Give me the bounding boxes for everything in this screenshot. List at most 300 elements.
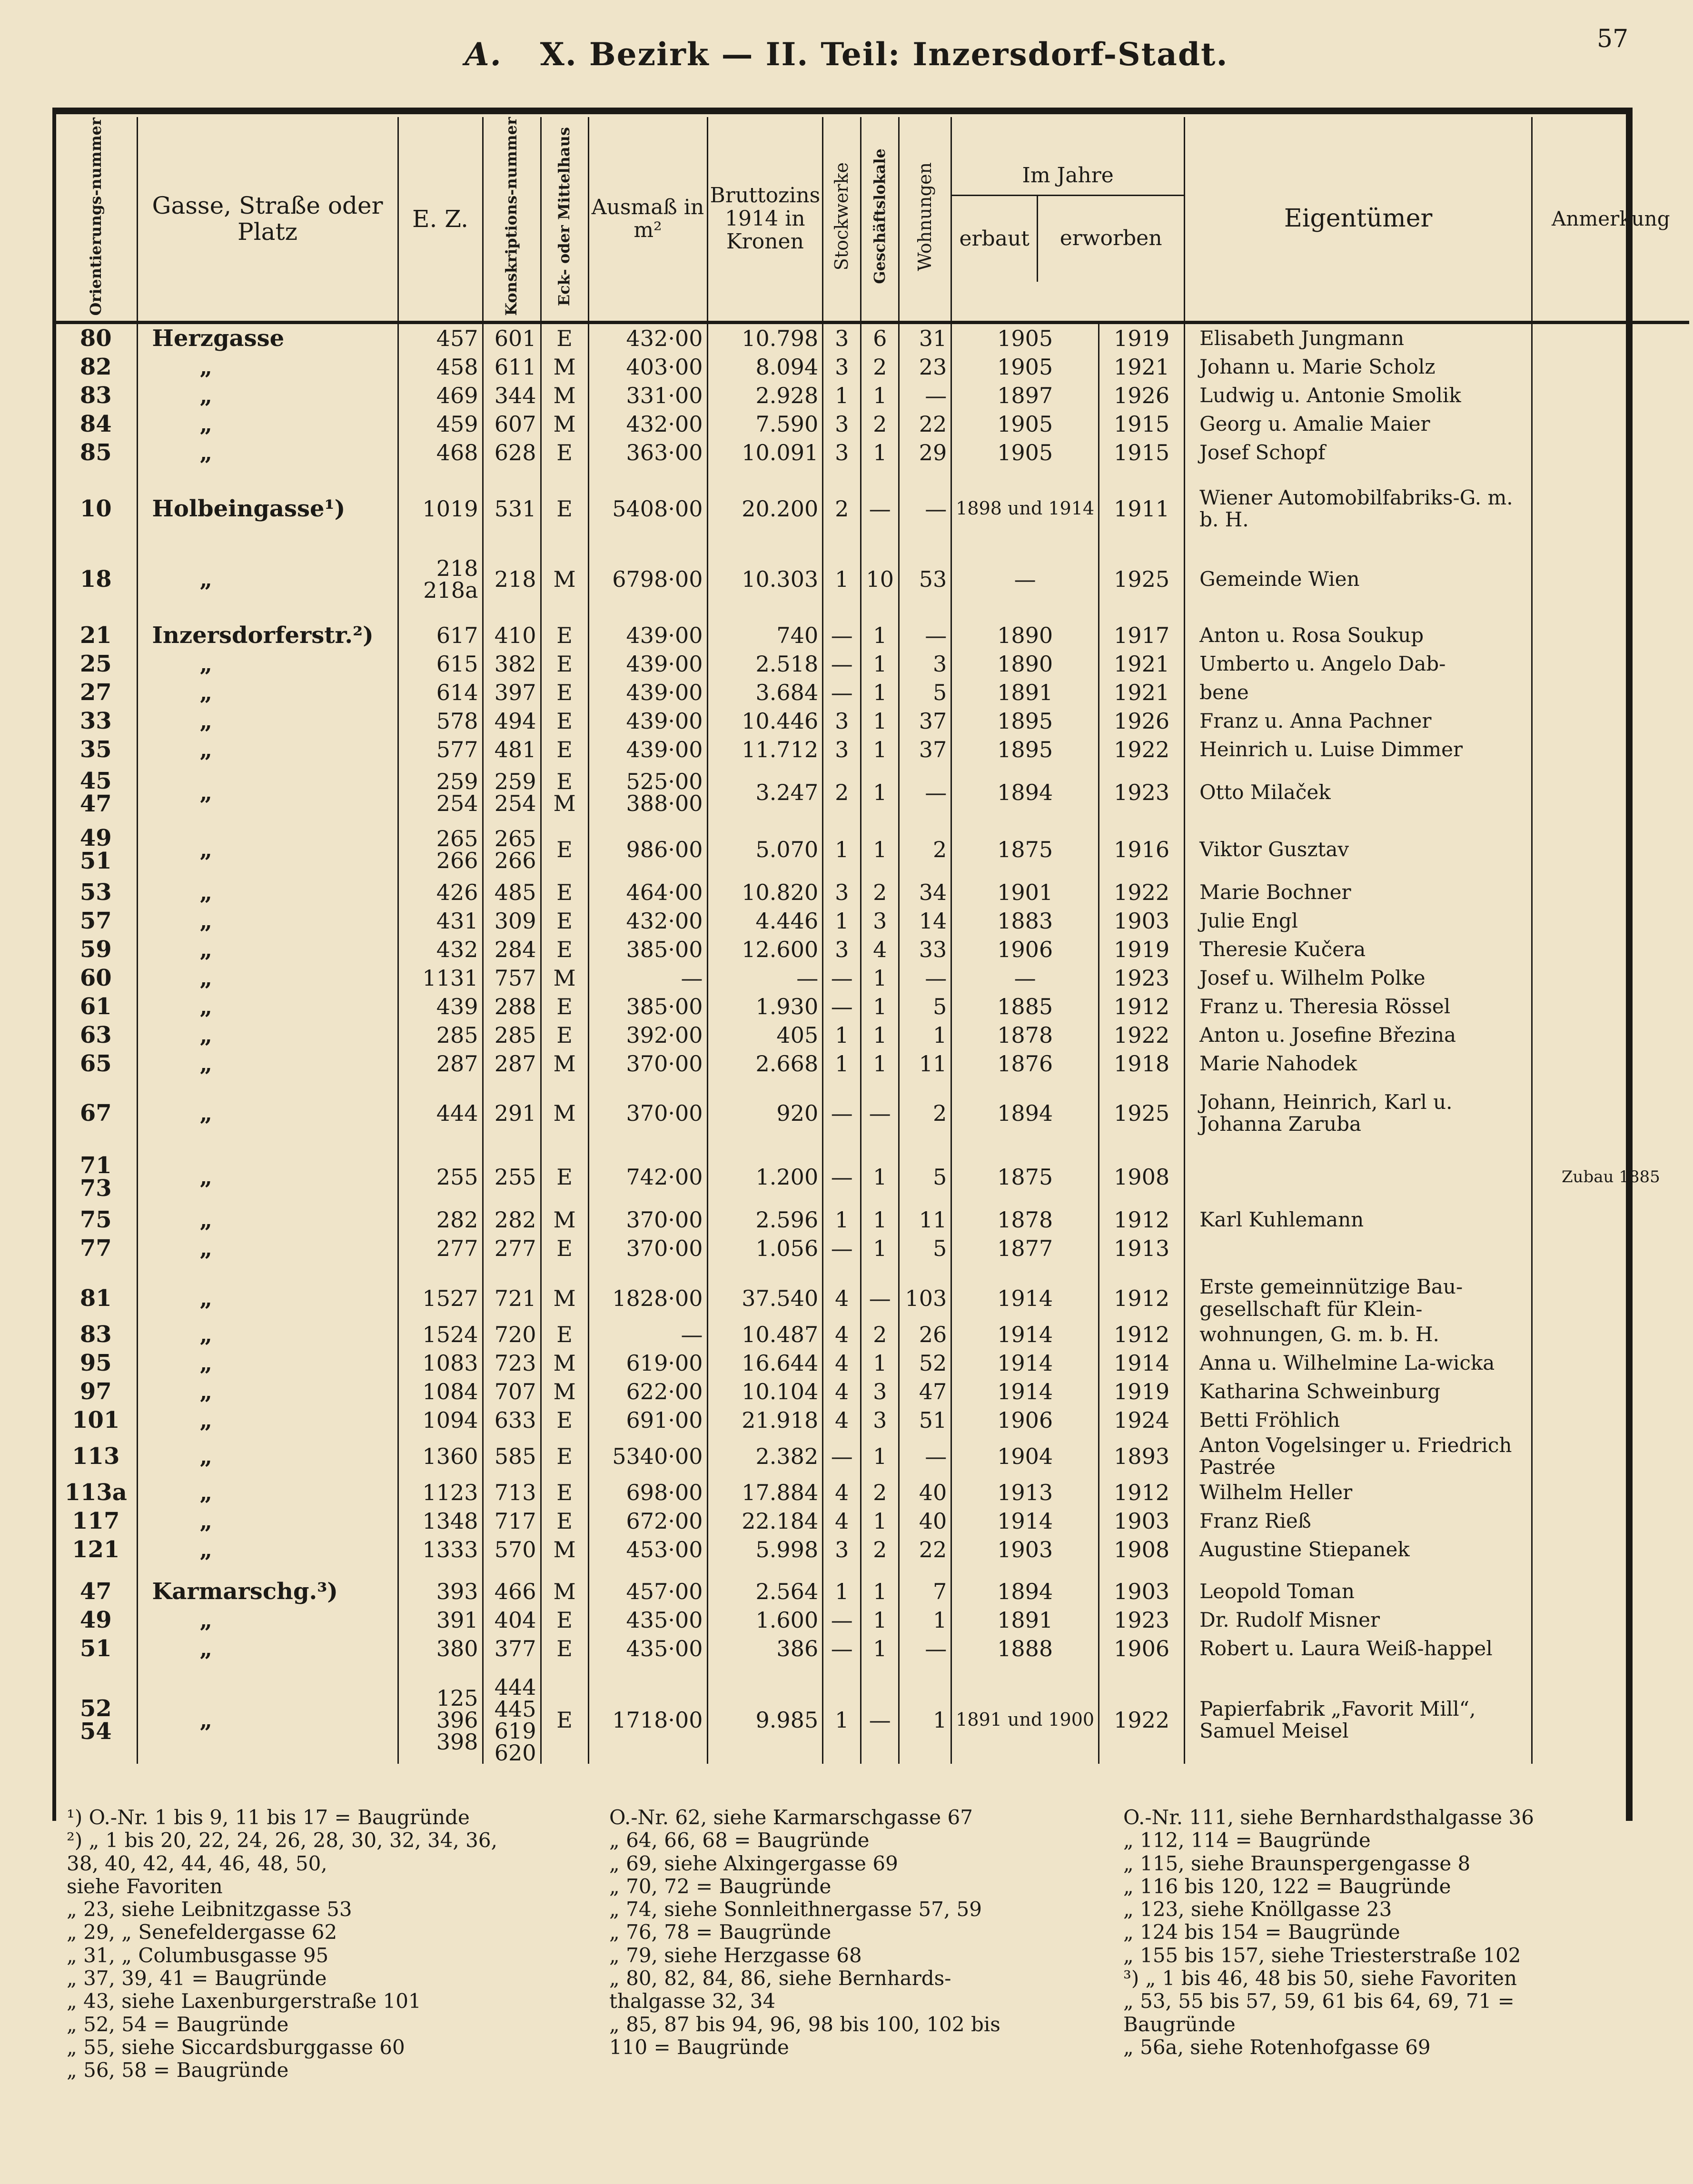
footnote-column-1 bbox=[67, 1806, 497, 2082]
cell-rent: 17.884 bbox=[707, 1478, 823, 1507]
cell-flats: — bbox=[899, 1434, 951, 1478]
cell-ez: 469 bbox=[398, 381, 483, 410]
cell-street: „ bbox=[137, 1320, 398, 1349]
cell-shops: 1 bbox=[861, 1349, 899, 1377]
cell-orientation: 53 bbox=[79, 879, 112, 906]
table-row bbox=[55, 410, 1689, 438]
row-spacer bbox=[55, 1078, 1689, 1091]
cell-owner: Augustine Stiepanek bbox=[1185, 1535, 1532, 1564]
table-row bbox=[55, 1276, 1689, 1320]
footnote-line: 38, 40, 42, 44, 46, 48, 50, bbox=[67, 1851, 327, 1875]
cell-konskription: 404 bbox=[483, 1606, 541, 1634]
cell-konskription: 288 bbox=[483, 992, 541, 1021]
footnote-line: „ 52, 54 = Baugründe bbox=[67, 2012, 289, 2036]
cell-orientation: 60 bbox=[79, 965, 112, 991]
col-year-group: Im Jahre bbox=[952, 157, 1184, 196]
cell-street: „ bbox=[137, 1406, 398, 1434]
cell-owner: Gemeinde Wien bbox=[1185, 551, 1532, 608]
cell-rent: 10.487 bbox=[707, 1320, 823, 1349]
cell-konskription: 309 bbox=[483, 907, 541, 935]
cell-built: 1897 bbox=[951, 381, 1099, 410]
cell-note bbox=[1532, 551, 1689, 608]
table-row bbox=[55, 1234, 1689, 1263]
cell-shops: 2 bbox=[861, 1535, 899, 1564]
col-ez: E. Z. bbox=[398, 117, 483, 323]
cell-built: 1914 bbox=[951, 1276, 1099, 1320]
cell-orientation: 65 bbox=[79, 1050, 112, 1077]
cell-built: 1890 bbox=[951, 621, 1099, 650]
cell-orientation: 33 bbox=[79, 708, 112, 734]
table-row bbox=[55, 964, 1689, 992]
cell-owner: bene bbox=[1185, 678, 1532, 707]
row-spacer bbox=[55, 467, 1689, 480]
cell-rent: 9.985 bbox=[707, 1676, 823, 1764]
table-row bbox=[55, 707, 1689, 735]
table-row bbox=[55, 1535, 1689, 1564]
cell-floors: — bbox=[823, 1434, 861, 1478]
cell-shops: 1 bbox=[861, 1577, 899, 1606]
cell-street: „ bbox=[137, 1091, 398, 1135]
cell-shops: 1 bbox=[861, 1206, 899, 1234]
cell-konskription: 485 bbox=[483, 878, 541, 907]
table-row bbox=[55, 381, 1689, 410]
cell-konskription: 218 bbox=[483, 551, 541, 608]
cell-orientation: 80 bbox=[79, 325, 112, 352]
cell-konskription: 382 bbox=[483, 650, 541, 678]
cell-eck: E bbox=[541, 1148, 588, 1206]
cell-area: 435·00 bbox=[588, 1606, 707, 1634]
cell-flats: 3 bbox=[899, 650, 951, 678]
footnote-line: siehe Favoriten bbox=[67, 1874, 223, 1898]
cell-acquired: 1922 bbox=[1099, 878, 1185, 907]
cell-owner: Anna u. Wilhelmine La-wicka bbox=[1185, 1349, 1532, 1377]
cell-flats: 53 bbox=[899, 551, 951, 608]
cell-area: — bbox=[588, 1320, 707, 1349]
cell-shops: 3 bbox=[861, 907, 899, 935]
cell-floors: 3 bbox=[823, 878, 861, 907]
cell-acquired: 1919 bbox=[1099, 1377, 1185, 1406]
cell-street: Inzersdorferstr.²) bbox=[137, 621, 398, 650]
cell-built: — bbox=[951, 964, 1099, 992]
cell-street: Holbeingasse¹) bbox=[137, 480, 398, 537]
cell-eck: M bbox=[541, 1276, 588, 1320]
cell-street: „ bbox=[137, 1234, 398, 1263]
cell-rent: 1.600 bbox=[707, 1606, 823, 1634]
table-row bbox=[55, 650, 1689, 678]
footnote-line: ²) „ 1 bis 20, 22, 24, 26, 28, 30, 32, 34, 36, bbox=[67, 1828, 497, 1852]
cell-floors: 4 bbox=[823, 1320, 861, 1349]
cell-built: 1894 bbox=[951, 1577, 1099, 1606]
cell-built: 1891 bbox=[951, 1606, 1099, 1634]
cell-rent: 5.070 bbox=[707, 821, 823, 878]
cell-shops: 3 bbox=[861, 1377, 899, 1406]
cell-orientation: 61 bbox=[79, 993, 112, 1020]
cell-acquired: 1912 bbox=[1099, 1206, 1185, 1234]
cell-note bbox=[1532, 480, 1689, 537]
cell-acquired: 1922 bbox=[1099, 1021, 1185, 1049]
cell-acquired: 1911 bbox=[1099, 480, 1185, 537]
cell-flats: 51 bbox=[899, 1406, 951, 1434]
cell-built: 1888 bbox=[951, 1634, 1099, 1663]
cell-note bbox=[1532, 1606, 1689, 1634]
cell-shops: 1 bbox=[861, 438, 899, 467]
cell-konskription: 601 bbox=[483, 323, 541, 353]
cell-ez: 578 bbox=[398, 707, 483, 735]
cell-orientation: 51 bbox=[79, 1635, 112, 1662]
cell-acquired: 1926 bbox=[1099, 707, 1185, 735]
cell-orientation: 121 bbox=[72, 1536, 120, 1563]
cell-owner: Johann, Heinrich, Karl u. Johanna Zaruba bbox=[1185, 1091, 1532, 1135]
cell-flats: 5 bbox=[899, 1234, 951, 1263]
cell-rent: 740 bbox=[707, 621, 823, 650]
cell-street: „ bbox=[137, 964, 398, 992]
cell-owner: Georg u. Amalie Maier bbox=[1185, 410, 1532, 438]
cell-note bbox=[1532, 1276, 1689, 1320]
cell-floors: — bbox=[823, 650, 861, 678]
cell-eck: E bbox=[541, 1021, 588, 1049]
cell-floors: — bbox=[823, 1148, 861, 1206]
cell-floors: 4 bbox=[823, 1507, 861, 1535]
cell-flats: — bbox=[899, 381, 951, 410]
cell-eck: M bbox=[541, 1535, 588, 1564]
cell-rent: 5.998 bbox=[707, 1535, 823, 1564]
cell-shops: 10 bbox=[861, 551, 899, 608]
table-row bbox=[55, 735, 1689, 764]
cell-shops: 1 bbox=[861, 1634, 899, 1663]
cell-acquired: 1906 bbox=[1099, 1634, 1185, 1663]
footnote-line: „ 115, siehe Braunspergengasse 8 bbox=[1123, 1851, 1471, 1875]
cell-ez: 426 bbox=[398, 878, 483, 907]
cell-rent: 1.930 bbox=[707, 992, 823, 1021]
cell-area: 619·00 bbox=[588, 1349, 707, 1377]
cell-street: „ bbox=[137, 1606, 398, 1634]
cell-street: „ bbox=[137, 821, 398, 878]
cell-rent: 3.247 bbox=[707, 764, 823, 821]
cell-area: 525·00 388·00 bbox=[588, 764, 707, 821]
cell-ez: 1527 bbox=[398, 1276, 483, 1320]
cell-ez: 282 bbox=[398, 1206, 483, 1234]
cell-note bbox=[1532, 1349, 1689, 1377]
cell-floors: 1 bbox=[823, 1021, 861, 1049]
cell-shops: 1 bbox=[861, 1148, 899, 1206]
cell-note bbox=[1532, 1091, 1689, 1135]
cell-ez: 459 bbox=[398, 410, 483, 438]
cell-konskription: 255 bbox=[483, 1148, 541, 1206]
cell-area: 435·00 bbox=[588, 1634, 707, 1663]
table-row bbox=[55, 935, 1689, 964]
cell-area: 742·00 bbox=[588, 1148, 707, 1206]
cell-konskription: 721 bbox=[483, 1276, 541, 1320]
cell-flats: 1 bbox=[899, 1676, 951, 1764]
cell-acquired: 1921 bbox=[1099, 678, 1185, 707]
cell-orientation: 49 bbox=[79, 1607, 112, 1634]
cell-area: 691·00 bbox=[588, 1406, 707, 1434]
footnote-line: „ 31, „ Columbusgasse 95 bbox=[67, 1943, 329, 1967]
cell-rent: 405 bbox=[707, 1021, 823, 1049]
cell-note bbox=[1532, 1507, 1689, 1535]
cell-floors: 3 bbox=[823, 438, 861, 467]
cell-owner: wohnungen, G. m. b. H. bbox=[1185, 1320, 1532, 1349]
cell-konskription: 628 bbox=[483, 438, 541, 467]
cell-ez: 391 bbox=[398, 1606, 483, 1634]
cell-eck: M bbox=[541, 1349, 588, 1377]
row-spacer bbox=[55, 1663, 1689, 1676]
cell-area: 432·00 bbox=[588, 907, 707, 935]
cell-konskription: 494 bbox=[483, 707, 541, 735]
cell-owner: Julie Engl bbox=[1185, 907, 1532, 935]
cell-note bbox=[1532, 992, 1689, 1021]
cell-flats: 40 bbox=[899, 1507, 951, 1535]
cell-built: 1905 bbox=[951, 438, 1099, 467]
cell-rent: 12.600 bbox=[707, 935, 823, 964]
cell-note bbox=[1532, 1478, 1689, 1507]
title-text: X. Bezirk — II. Teil: Inzersdorf-Stadt. bbox=[540, 36, 1228, 73]
cell-konskription: 282 bbox=[483, 1206, 541, 1234]
cell-flats: 26 bbox=[899, 1320, 951, 1349]
cell-shops: — bbox=[861, 1276, 899, 1320]
cell-street: „ bbox=[137, 353, 398, 381]
cell-konskription: 444 445 619 620 bbox=[483, 1676, 541, 1764]
cell-rent: 1.200 bbox=[707, 1148, 823, 1206]
cell-acquired: 1923 bbox=[1099, 1606, 1185, 1634]
cell-floors: 1 bbox=[823, 907, 861, 935]
cell-ez: 1019 bbox=[398, 480, 483, 537]
cell-flats: 40 bbox=[899, 1478, 951, 1507]
cell-flats: 2 bbox=[899, 1091, 951, 1135]
cell-area: 5340·00 bbox=[588, 1434, 707, 1478]
row-spacer bbox=[55, 1135, 1689, 1148]
cell-street: Karmarschg.³) bbox=[137, 1577, 398, 1606]
cell-built: 1904 bbox=[951, 1434, 1099, 1478]
cell-ez: 1360 bbox=[398, 1434, 483, 1478]
cell-rent: — bbox=[707, 964, 823, 992]
cell-eck: M bbox=[541, 353, 588, 381]
cell-street: „ bbox=[137, 650, 398, 678]
cell-flats: 22 bbox=[899, 410, 951, 438]
col-floors: Stockwerke bbox=[823, 117, 861, 323]
cell-orientation: 27 bbox=[79, 679, 112, 706]
cell-area: 403·00 bbox=[588, 353, 707, 381]
table-row bbox=[55, 1206, 1689, 1234]
register-table bbox=[55, 117, 1689, 1764]
cell-note bbox=[1532, 935, 1689, 964]
cell-street: „ bbox=[137, 1478, 398, 1507]
cell-floors: 3 bbox=[823, 323, 861, 353]
table-row bbox=[55, 878, 1689, 907]
cell-acquired: 1917 bbox=[1099, 621, 1185, 650]
cell-floors: 3 bbox=[823, 735, 861, 764]
cell-konskription: 291 bbox=[483, 1091, 541, 1135]
cell-ez: 615 bbox=[398, 650, 483, 678]
cell-flats: 34 bbox=[899, 878, 951, 907]
cell-shops: 1 bbox=[861, 1434, 899, 1478]
cell-built: 1901 bbox=[951, 878, 1099, 907]
cell-built: 1895 bbox=[951, 707, 1099, 735]
cell-built: 1895 bbox=[951, 735, 1099, 764]
cell-note bbox=[1532, 878, 1689, 907]
cell-eck: E bbox=[541, 907, 588, 935]
cell-flats: 103 bbox=[899, 1276, 951, 1320]
cell-eck: M bbox=[541, 1091, 588, 1135]
cell-eck: E bbox=[541, 1234, 588, 1263]
cell-area: 370·00 bbox=[588, 1091, 707, 1135]
cell-orientation: 35 bbox=[79, 736, 112, 763]
cell-shops: 1 bbox=[861, 650, 899, 678]
col-eck: Eck- oder Mittelhaus bbox=[541, 117, 588, 323]
footnote-line: „ 76, 78 = Baugründe bbox=[609, 1920, 832, 1944]
cell-shops: 2 bbox=[861, 353, 899, 381]
row-spacer bbox=[55, 537, 1689, 551]
cell-eck: E bbox=[541, 1320, 588, 1349]
cell-acquired: 1893 bbox=[1099, 1434, 1185, 1478]
table-row bbox=[55, 1606, 1689, 1634]
cell-street: „ bbox=[137, 935, 398, 964]
cell-street: „ bbox=[137, 1634, 398, 1663]
cell-rent: 8.094 bbox=[707, 353, 823, 381]
cell-note bbox=[1532, 764, 1689, 821]
cell-ez: 577 bbox=[398, 735, 483, 764]
cell-flats: 7 bbox=[899, 1577, 951, 1606]
footnote-line: „ 70, 72 = Baugründe bbox=[609, 1874, 832, 1898]
cell-floors: 4 bbox=[823, 1377, 861, 1406]
cell-ez: 125 396 398 bbox=[398, 1676, 483, 1764]
cell-shops: 1 bbox=[861, 1507, 899, 1535]
cell-ez: 1083 bbox=[398, 1349, 483, 1377]
cell-flats: 23 bbox=[899, 353, 951, 381]
cell-floors: 1 bbox=[823, 1206, 861, 1234]
cell-owner: Anton u. Josefine Březina bbox=[1185, 1021, 1532, 1049]
cell-ez: 617 bbox=[398, 621, 483, 650]
cell-ez: 393 bbox=[398, 1577, 483, 1606]
cell-konskription: 723 bbox=[483, 1349, 541, 1377]
cell-street: „ bbox=[137, 381, 398, 410]
cell-flats: 5 bbox=[899, 1148, 951, 1206]
cell-eck: M bbox=[541, 1206, 588, 1234]
cell-owner: Heinrich u. Luise Dimmer bbox=[1185, 735, 1532, 764]
table-row bbox=[55, 1091, 1689, 1135]
cell-ez: 1524 bbox=[398, 1320, 483, 1349]
table-row bbox=[55, 1507, 1689, 1535]
cell-flats: 22 bbox=[899, 1535, 951, 1564]
cell-area: 432·00 bbox=[588, 323, 707, 353]
cell-acquired: 1912 bbox=[1099, 1478, 1185, 1507]
cell-acquired: 1923 bbox=[1099, 764, 1185, 821]
cell-floors: 1 bbox=[823, 381, 861, 410]
cell-area: 986·00 bbox=[588, 821, 707, 878]
table-row bbox=[55, 1349, 1689, 1377]
cell-shops: 1 bbox=[861, 964, 899, 992]
table-row bbox=[55, 764, 1689, 821]
cell-flats: — bbox=[899, 964, 951, 992]
table-row bbox=[55, 480, 1689, 537]
cell-built: 1914 bbox=[951, 1320, 1099, 1349]
cell-acquired: 1903 bbox=[1099, 1507, 1185, 1535]
cell-eck: M bbox=[541, 964, 588, 992]
cell-konskription: 259 254 bbox=[483, 764, 541, 821]
cell-konskription: 466 bbox=[483, 1577, 541, 1606]
cell-konskription: 344 bbox=[483, 381, 541, 410]
cell-ez: 431 bbox=[398, 907, 483, 935]
cell-note bbox=[1532, 735, 1689, 764]
page-title bbox=[0, 36, 1693, 73]
footnote-line: „ 64, 66, 68 = Baugründe bbox=[609, 1828, 870, 1852]
cell-floors: 4 bbox=[823, 1276, 861, 1320]
cell-orientation: 59 bbox=[79, 936, 112, 963]
table-row bbox=[55, 1049, 1689, 1078]
footnote-line: „ 74, siehe Sonnleithnergasse 57, 59 bbox=[609, 1897, 982, 1921]
cell-note bbox=[1532, 381, 1689, 410]
footnote-line: „ 37, 39, 41 = Baugründe bbox=[67, 1967, 327, 1990]
cell-rent: 2.382 bbox=[707, 1434, 823, 1478]
footnote-line: „ 56a, siehe Rotenhofgasse 69 bbox=[1123, 2035, 1431, 2059]
table-row bbox=[55, 323, 1689, 353]
cell-built: 1890 bbox=[951, 650, 1099, 678]
cell-owner: Karl Kuhlemann bbox=[1185, 1206, 1532, 1234]
cell-acquired: 1919 bbox=[1099, 935, 1185, 964]
cell-orientation: 47 bbox=[79, 1578, 112, 1605]
col-built: erbaut bbox=[952, 196, 1038, 282]
cell-flats: 1 bbox=[899, 1021, 951, 1049]
cell-shops: 1 bbox=[861, 821, 899, 878]
cell-built: 1877 bbox=[951, 1234, 1099, 1263]
cell-area: 453·00 bbox=[588, 1535, 707, 1564]
cell-built: 1905 bbox=[951, 410, 1099, 438]
cell-orientation: 75 bbox=[79, 1206, 112, 1234]
cell-ez: 287 bbox=[398, 1049, 483, 1078]
cell-floors: 1 bbox=[823, 1676, 861, 1764]
footnote-line: „ 80, 82, 84, 86, siehe Bernhards- bbox=[609, 1967, 951, 1990]
footnote-line: thalgasse 32, 34 bbox=[609, 1989, 776, 2013]
cell-orientation: 113 bbox=[72, 1443, 120, 1470]
cell-rent: 10.104 bbox=[707, 1377, 823, 1406]
footnote-line: „ 112, 114 = Baugründe bbox=[1123, 1828, 1371, 1852]
cell-note bbox=[1532, 1434, 1689, 1478]
cell-rent: 10.091 bbox=[707, 438, 823, 467]
cell-acquired: 1908 bbox=[1099, 1148, 1185, 1206]
cell-street: „ bbox=[137, 1276, 398, 1320]
cell-orientation: 49 51 bbox=[79, 825, 112, 874]
cell-note bbox=[1532, 907, 1689, 935]
footnote-line: „ 155 bis 157, siehe Triesterstraße 102 bbox=[1123, 1943, 1521, 1967]
cell-floors: — bbox=[823, 1091, 861, 1135]
cell-area: — bbox=[588, 964, 707, 992]
cell-ez: 468 bbox=[398, 438, 483, 467]
cell-acquired: 1922 bbox=[1099, 1676, 1185, 1764]
cell-note bbox=[1532, 621, 1689, 650]
cell-shops: 1 bbox=[861, 707, 899, 735]
cell-owner: Wilhelm Heller bbox=[1185, 1478, 1532, 1507]
cell-eck: E M bbox=[541, 764, 588, 821]
footnote-line: 110 = Baugründe bbox=[609, 2035, 789, 2059]
cell-eck: E bbox=[541, 992, 588, 1021]
cell-owner: Robert u. Laura Weiß-happel bbox=[1185, 1634, 1532, 1663]
cell-note bbox=[1532, 353, 1689, 381]
cell-built: — bbox=[951, 551, 1099, 608]
cell-orientation: 97 bbox=[79, 1378, 112, 1405]
cell-owner: Franz u. Theresia Rössel bbox=[1185, 992, 1532, 1021]
cell-orientation: 10 bbox=[79, 495, 112, 522]
cell-eck: E bbox=[541, 821, 588, 878]
footnote-line: „ 53, 55 bis 57, 59, 61 bis 64, 69, 71 = bbox=[1123, 1989, 1515, 2013]
cell-note: Zubau 1885 bbox=[1532, 1148, 1689, 1206]
cell-area: 439·00 bbox=[588, 650, 707, 678]
footnote-line: „ 124 bis 154 = Baugründe bbox=[1123, 1920, 1400, 1944]
cell-orientation: 95 bbox=[79, 1349, 112, 1376]
cell-eck: E bbox=[541, 323, 588, 353]
cell-rent: 10.446 bbox=[707, 707, 823, 735]
cell-ez: 1094 bbox=[398, 1406, 483, 1434]
cell-area: 392·00 bbox=[588, 1021, 707, 1049]
